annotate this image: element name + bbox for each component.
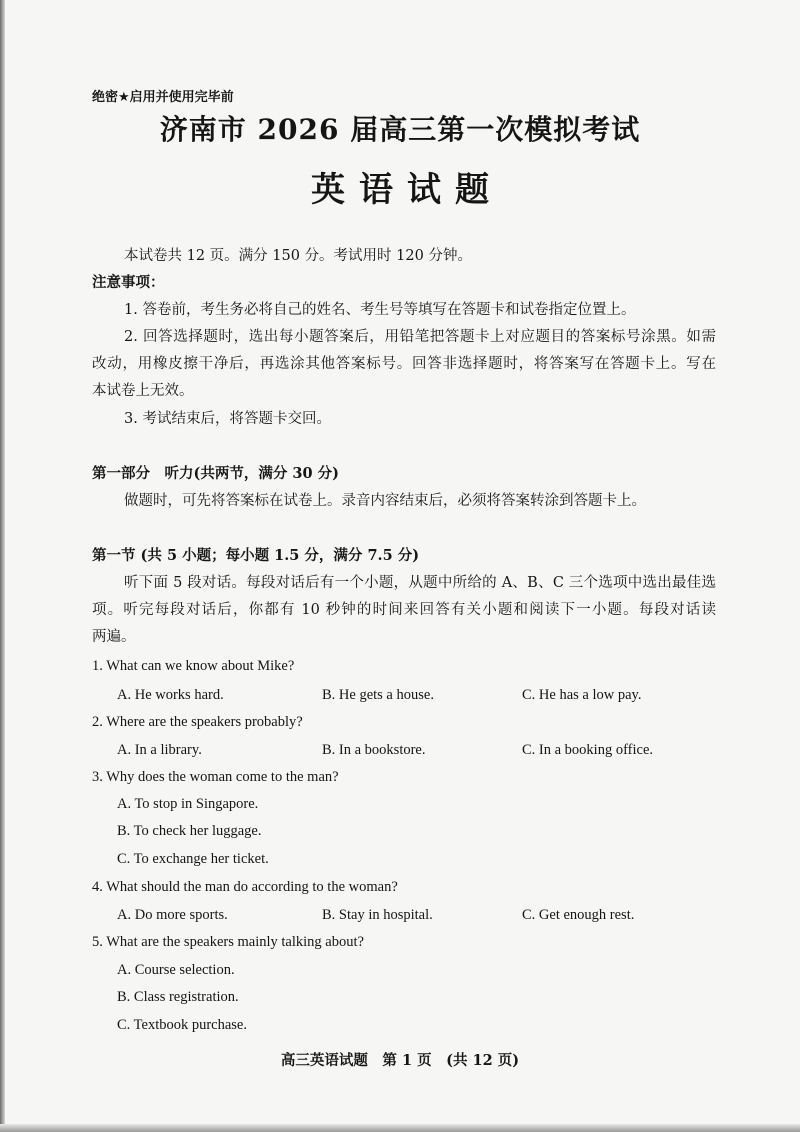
question-5-option-c[interactable]: C. Textbook purchase.: [117, 1017, 247, 1033]
question-4-option-a[interactable]: A. Do more sports.: [117, 907, 228, 923]
section-one-instruction-line-2: 项。听完每段对话后，你都有 10 秒钟的时间来回答有关小题和阅读下一小题。每段对话读: [92, 602, 716, 618]
question-3-option-a[interactable]: A. To stop in Singapore.: [117, 796, 259, 812]
scan-left-edge: [0, 0, 5, 1132]
question-2-option-a[interactable]: A. In a library.: [117, 742, 202, 758]
question-1-option-a[interactable]: A. He works hard.: [117, 687, 224, 703]
part-one-heading: 第一部分 听力(共两节，满分 30 分): [92, 465, 339, 482]
notice-item-2-line-3: 本试卷上无效。: [92, 383, 194, 399]
scan-bottom-edge: [0, 1124, 800, 1132]
notice-item-3: 3. 考试结束后，将答题卡交回。: [124, 411, 331, 427]
notice-heading: 注意事项：: [92, 274, 165, 291]
question-2-option-b[interactable]: B. In a bookstore.: [322, 742, 426, 758]
question-4-option-c[interactable]: C. Get enough rest.: [522, 907, 635, 923]
question-3-option-c[interactable]: C. To exchange her ticket.: [117, 851, 269, 867]
page-footer: 高三英语试题 第 1 页 (共 12 页): [280, 1052, 520, 1069]
question-5-option-b[interactable]: B. Class registration.: [117, 989, 239, 1005]
question-1-option-b[interactable]: B. He gets a house.: [322, 687, 434, 703]
section-one-instruction-line-1: 听下面 5 段对话。每段对话后有一个小题，从题中所给的 A、B、C 三个选项中选出最佳选: [124, 575, 716, 591]
section-one-instruction-line-3: 两遍。: [92, 629, 136, 645]
exam-title: 济南市 2026 届高三第一次模拟考试: [159, 113, 641, 146]
question-5-option-a[interactable]: A. Course selection.: [117, 962, 235, 978]
notice-item-2-line-2: 改动，用橡皮擦干净后，再选涂其他答案标号。回答非选择题时，将答案写在答题卡上。写在: [92, 356, 716, 372]
notice-item-2-line-1: 2. 回答选择题时，选出每小题答案后，用铅笔把答题卡上对应题目的答案标号涂黑。如需: [124, 329, 716, 345]
question-1-option-c[interactable]: C. He has a low pay.: [522, 687, 642, 703]
question-3-option-b[interactable]: B. To check her luggage.: [117, 823, 262, 839]
paper-summary: 本试卷共 12 页。满分 150 分。考试用时 120 分钟。: [124, 248, 472, 264]
question-4-option-b[interactable]: B. Stay in hospital.: [322, 907, 433, 923]
question-4-stem: 4. What should the man do according to the woman?: [92, 879, 398, 895]
confidential-label: 绝密★启用并使用完毕前: [92, 90, 234, 105]
subject-title: 英语试题: [311, 170, 503, 210]
notice-item-1: 1. 答卷前，考生务必将自己的姓名、考生号等填写在答题卡和试卷指定位置上。: [124, 302, 636, 318]
part-one-instruction: 做题时，可先将答案标在试卷上。录音内容结束后，必须将答案转涂到答题卡上。: [124, 493, 646, 509]
section-one-heading: 第一节 (共 5 小题；每小题 1.5 分，满分 7.5 分): [92, 547, 420, 564]
question-2-option-c[interactable]: C. In a booking office.: [522, 742, 654, 758]
question-1-stem: 1. What can we know about Mike?: [92, 658, 295, 674]
question-2-stem: 2. Where are the speakers probably?: [92, 714, 303, 730]
question-5-stem: 5. What are the speakers mainly talking about?: [92, 934, 364, 950]
question-3-stem: 3. Why does the woman come to the man?: [92, 769, 339, 785]
